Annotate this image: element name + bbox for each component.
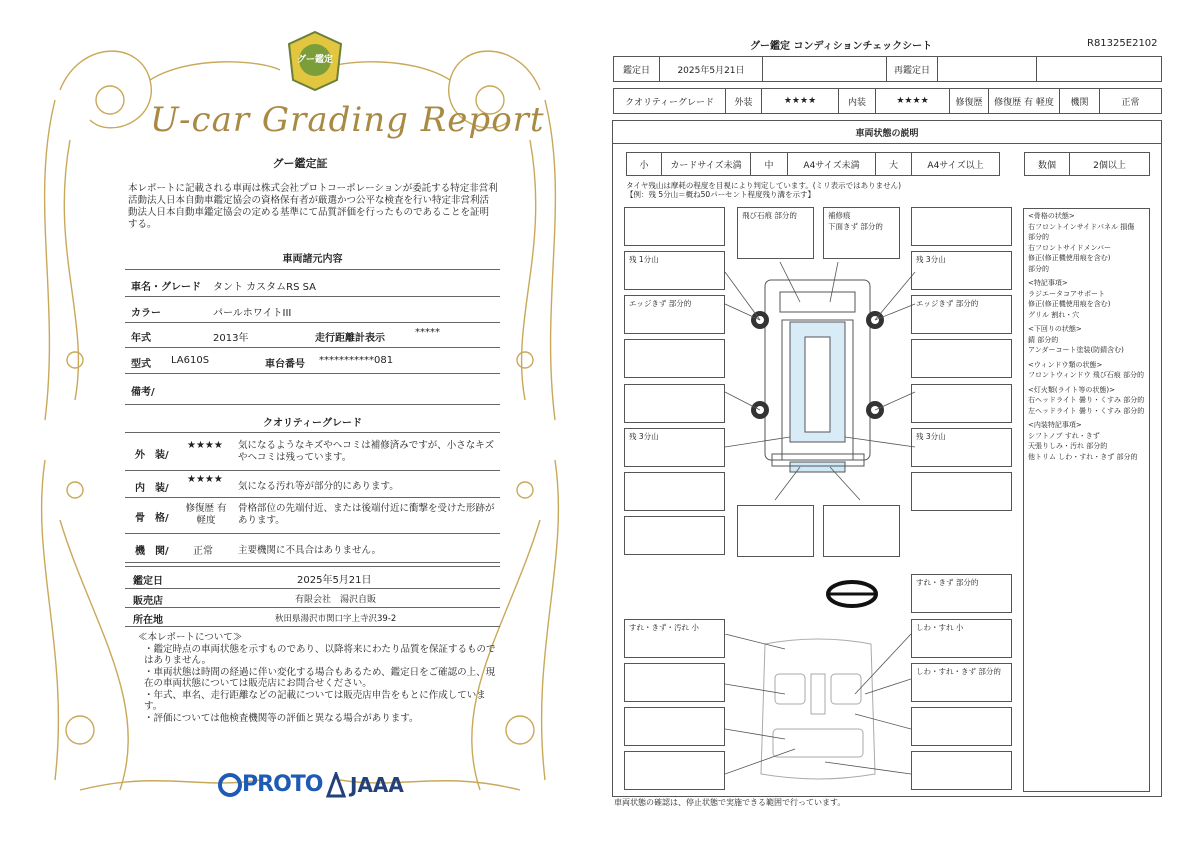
remark-line: <骨格の状態> xyxy=(1028,212,1075,220)
quality-row-exterior xyxy=(125,433,500,471)
remark-line: 左ヘッドライト 曇り・くすみ 部分的 xyxy=(1028,406,1145,415)
engine-value: 正常 xyxy=(1099,88,1162,114)
ext-box-tire-lf: 残 1分山 xyxy=(624,251,725,290)
ext-box-l7 xyxy=(624,472,725,511)
info-label: 販売店 xyxy=(133,596,163,607)
ext-box-tire-rf: 残 3分山 xyxy=(911,251,1012,290)
info-row-dealer xyxy=(125,589,500,608)
remark-line: 他トリム しわ・すれ・きず 部分的 xyxy=(1028,452,1138,461)
note-item: ・鑑定時点の車両状態を示すものであり、以降将来にわたり品質を保証するものではありません。 xyxy=(144,643,496,666)
certificate-title: グー鑑定証 xyxy=(272,157,328,170)
proto-mark-icon xyxy=(218,773,242,797)
repair-value: 修復歴 有 軽度 xyxy=(988,88,1060,114)
spec-label: 車台番号 xyxy=(265,359,305,370)
redate-value xyxy=(937,56,1037,82)
remark-line: 修正(修正機使用痕を含む) xyxy=(1028,300,1111,308)
remark-line: グリル 割れ・穴 xyxy=(1028,310,1080,319)
ext-box-l1 xyxy=(624,207,725,246)
ext-box-r7 xyxy=(911,472,1012,511)
repair-label: 修復歴 xyxy=(949,88,989,114)
spec-row-name xyxy=(125,270,500,297)
ext-value: ★★★★ xyxy=(761,88,839,114)
int-box-right-top: しわ・すれ 小 xyxy=(911,619,1012,658)
int-value: ★★★★ xyxy=(875,88,950,114)
section-title: 車両状態の説明 xyxy=(612,120,1162,144)
legend-large: 大 xyxy=(875,152,912,176)
date-blank xyxy=(762,56,887,82)
date-label: 鑑定日 xyxy=(613,56,660,82)
quality-grade: 正常 xyxy=(193,546,213,557)
spec-row-model xyxy=(125,348,500,374)
ext-box-l4 xyxy=(624,339,725,378)
ext-box-edge-r: エッジきず 部分的 xyxy=(911,295,1012,334)
ext-box-tire-rr: 残 3分山 xyxy=(911,428,1012,467)
jaaa-mark-icon xyxy=(326,772,346,798)
spec-value: タント カスタムRS SA xyxy=(213,282,317,293)
certificate-body: 本レポートに記載される車両は株式会社プロトコーポレーションが委託する特定非営利活動法人日本自動車鑑定協会の資格保有者が厳選かつ公平な検査を行い特定非営利活動法人日本自動車鑑定協会の定める基準にて品質評価を行ったものであることを証明する。 xyxy=(128,183,498,230)
legend-mid: 中 xyxy=(750,152,788,176)
quality-row-engine xyxy=(125,534,500,563)
tire-note-2: 【例：残 5分山＝概ね50パーセント程度残り溝を示す】 xyxy=(626,190,816,199)
notes-title: ≪本レポートについて≫ xyxy=(138,632,243,643)
spec-value: ***** xyxy=(415,327,440,338)
ext-box-front-mid2: 補修痕 下面きず 部分的 xyxy=(823,207,900,259)
redate-label: 再鑑定日 xyxy=(886,56,938,82)
int-box-r4 xyxy=(911,751,1012,790)
condition-sheet xyxy=(600,0,1200,848)
int-box-steering: すれ・きず 部分的 xyxy=(911,574,1012,613)
int-box-l4 xyxy=(624,751,725,790)
quality-desc: 気になるようなキズやヘコミは補修済みですが、小さなキズやヘコミは残っています。 xyxy=(238,440,495,463)
ext-box-r1 xyxy=(911,207,1012,246)
quality-desc: 骨格部位の先端付近、または後端付近に衝撃を受けた形跡があります。 xyxy=(238,503,495,526)
spec-row-color xyxy=(125,297,500,323)
ext-box-rear-mid1 xyxy=(737,505,814,557)
spec-value: ***********081 xyxy=(319,355,394,366)
remark-line: 部分的 xyxy=(1028,264,1049,273)
int-label: 内装 xyxy=(838,88,876,114)
remark-line: ラジエータコアサポート xyxy=(1028,289,1105,298)
info-label: 所在地 xyxy=(133,615,163,626)
spec-label: 車名・グレード xyxy=(131,282,201,293)
spec-section-title: 車両諸元内容 xyxy=(282,254,343,265)
spec-row-remarks xyxy=(125,374,500,405)
info-value: 有限会社 湯沢自販 xyxy=(295,595,377,605)
quality-grade: ★★★★ xyxy=(187,474,223,485)
spec-row-year xyxy=(125,323,500,348)
legend-mid-desc: A4サイズ未満 xyxy=(787,152,876,176)
remark-line: <特記事項> xyxy=(1028,279,1068,287)
goo-kantei-emblem: グー鑑定 xyxy=(285,30,345,92)
legend-count: 数個 xyxy=(1024,152,1070,176)
spec-label: カラー xyxy=(131,308,161,319)
ext-box-r5 xyxy=(911,384,1012,423)
quality-label: 内 装/ xyxy=(135,483,169,494)
spec-label: 年式 xyxy=(131,333,151,344)
spec-label: 備考/ xyxy=(131,387,155,398)
info-label: 鑑定日 xyxy=(133,576,163,587)
legend-large-desc: A4サイズ以上 xyxy=(911,152,1000,176)
info-value: 秋田県湯沢市関口字上寺沢39-2 xyxy=(275,614,397,624)
car-exterior-diagram xyxy=(720,262,920,502)
quality-desc: 主要機関に不具合はありません。 xyxy=(238,545,382,556)
spec-value: LA610S xyxy=(171,355,210,366)
ext-box-l5 xyxy=(624,384,725,423)
sheet-id: R81325E2102 xyxy=(1087,38,1158,49)
int-box-l3 xyxy=(624,707,725,746)
info-row-date xyxy=(125,567,500,589)
quality-label: 外 装/ xyxy=(135,450,169,461)
engine-label: 機関 xyxy=(1059,88,1100,114)
remark-line: 修正(修正機使用痕を含む) xyxy=(1028,254,1111,262)
int-box-right-mid: しわ・すれ・きず 部分的 xyxy=(911,663,1012,702)
quality-desc: 気になる汚れ等が部分的にあります。 xyxy=(238,481,399,492)
remark-line: フロントウィンドウ 飛び石痕 部分的 xyxy=(1028,371,1145,379)
spec-label: 走行距離計表示 xyxy=(315,333,385,344)
ext-box-r4 xyxy=(911,339,1012,378)
quality-grade: ★★★★ xyxy=(187,440,223,451)
quality-label: クオリティーグレード xyxy=(613,88,726,114)
quality-row-interior xyxy=(125,471,500,498)
steering-wheel-icon xyxy=(824,578,880,610)
quality-row-frame xyxy=(125,498,500,534)
info-row-address xyxy=(125,608,500,627)
int-box-l2 xyxy=(624,663,725,702)
spec-label: 型式 xyxy=(131,359,151,370)
quality-label: 機 関/ xyxy=(135,546,169,557)
note-item: ・評価については他検査機関等の評価と異なる場合があります。 xyxy=(144,712,419,724)
remark-line: <下回りの状態> xyxy=(1028,325,1082,333)
remark-line: シフトノブ すれ・きず xyxy=(1028,431,1100,440)
remarks-panel xyxy=(1023,208,1150,792)
remark-line: 天張りしみ・汚れ 部分的 xyxy=(1028,442,1108,450)
certificate-page: グー鑑定 U-car Grading Report グー鑑定証 本レポートに記載される車両は株式会社プロトコーポレーションが委託する特定非営利活動法人日本自動車鑑定協会の資格保有者が厳選かつ公平な検査を行い特定非営利活動法人日本自動車鑑定協会の定める基準にて品質評価を行ったものであることを証明する。 車両諸元内容 車名・グレード タント カスタムRS SA カラー パールホワイトIII 年式 2013年 走行距離計表示 ***** 型式 LA610S 車台番号 ***********081 備考/ クオリティーグレード 外 装/ ★★★★ 気になるようなキズやヘコミは補修済みですが、小さなキズやヘコミは残っています。 内 装/ ★★★★ 気になる汚れ等が部分的にあります。 骨 格/ 修復歴 有 軽度 骨格部位の先端付近、または後端付近に衝撃を受けた形跡があります。 機 関/ 正常 主要機関に不具合はありません。 鑑定日 2025年5月21日 販売店 有限会社 湯沢自販 所在地 秋田県湯沢市関口字上寺沢39-2 ≪本レポートについて≫ ・鑑定時点の車両状態を示すものであり、以降将来にわたり品質を保証するものではありません。 ・車両状態は時間の経過に伴い変化する場合もあるため、鑑定日をご確認の上、現在の車両状態については販売店にお問合せください。 ・年式、車名、走行距離などの記載については販売店申告をもとに作成しています。 ・評価については他検査機関等の評価と異なる場合があります。 PROTO JAAA xyxy=(0,0,600,848)
quality-label: 骨 格/ xyxy=(135,513,169,524)
remark-line: <灯火類(ライト等の状態)> xyxy=(1028,385,1115,394)
tire-note-1: タイヤ残山は摩耗の程度を目視により判定しています。(ミリ表示ではありません) xyxy=(626,181,902,190)
info-value: 2025年5月21日 xyxy=(297,575,372,586)
legend-small-desc: カードサイズ未満 xyxy=(661,152,751,176)
footer-note: 車両状態の確認は、停止状態で実施できる範囲で行っています。 xyxy=(614,798,846,807)
remark-line: <内装特記事項> xyxy=(1028,421,1082,429)
int-box-r3 xyxy=(911,707,1012,746)
ext-label: 外装 xyxy=(725,88,762,114)
ext-box-l8 xyxy=(624,516,725,555)
quality-section-title: クオリティーグレード xyxy=(263,418,362,429)
remark-line: アンダーコート塗装(防錆含む) xyxy=(1028,346,1124,354)
car-interior-diagram xyxy=(725,634,911,794)
note-item: ・年式、車名、走行距離などの記載については販売店申告をもとに作成しています。 xyxy=(144,689,486,712)
quality-grade: 修復歴 有 軽度 xyxy=(185,503,227,526)
ext-box-front-mid1: 飛び石痕 部分的 xyxy=(737,207,814,259)
remark-line: 右フロントサイドメンバー xyxy=(1028,243,1111,252)
date-value: 2025年5月21日 xyxy=(659,56,763,82)
legend-small: 小 xyxy=(626,152,662,176)
report-title: U-car Grading Report xyxy=(150,100,545,140)
report-notes xyxy=(138,632,498,724)
remark-line: 部分的 xyxy=(1028,233,1049,241)
ext-box-tire-lr: 残 3分山 xyxy=(624,428,725,467)
ext-box-edge-l: エッジきず 部分的 xyxy=(624,295,725,334)
remark-line: 右ヘッドライト 曇り・くすみ 部分的 xyxy=(1028,396,1145,404)
remark-line: 右フロントインサイドパネル 損傷 xyxy=(1028,222,1135,231)
spec-value: パールホワイトIII xyxy=(213,308,292,319)
ext-box-rear-mid2 xyxy=(823,505,900,557)
redate-blank xyxy=(1036,56,1162,82)
sheet-title: グー鑑定 コンディションチェックシート xyxy=(750,41,933,52)
legend-count-desc: 2個以上 xyxy=(1069,152,1150,176)
remark-line: 錆 部分的 xyxy=(1028,335,1059,344)
remark-line: <ウィンドウ類の状態> xyxy=(1028,360,1103,369)
note-item: ・車両状態は時間の経過に伴い変化する場合もあるため、鑑定日をご確認の上、現在の車両状態については販売店にお問合せください。 xyxy=(144,666,496,689)
spec-value: 2013年 xyxy=(213,333,249,344)
int-box-left-top: すれ・きず・汚れ 小 xyxy=(624,619,725,658)
